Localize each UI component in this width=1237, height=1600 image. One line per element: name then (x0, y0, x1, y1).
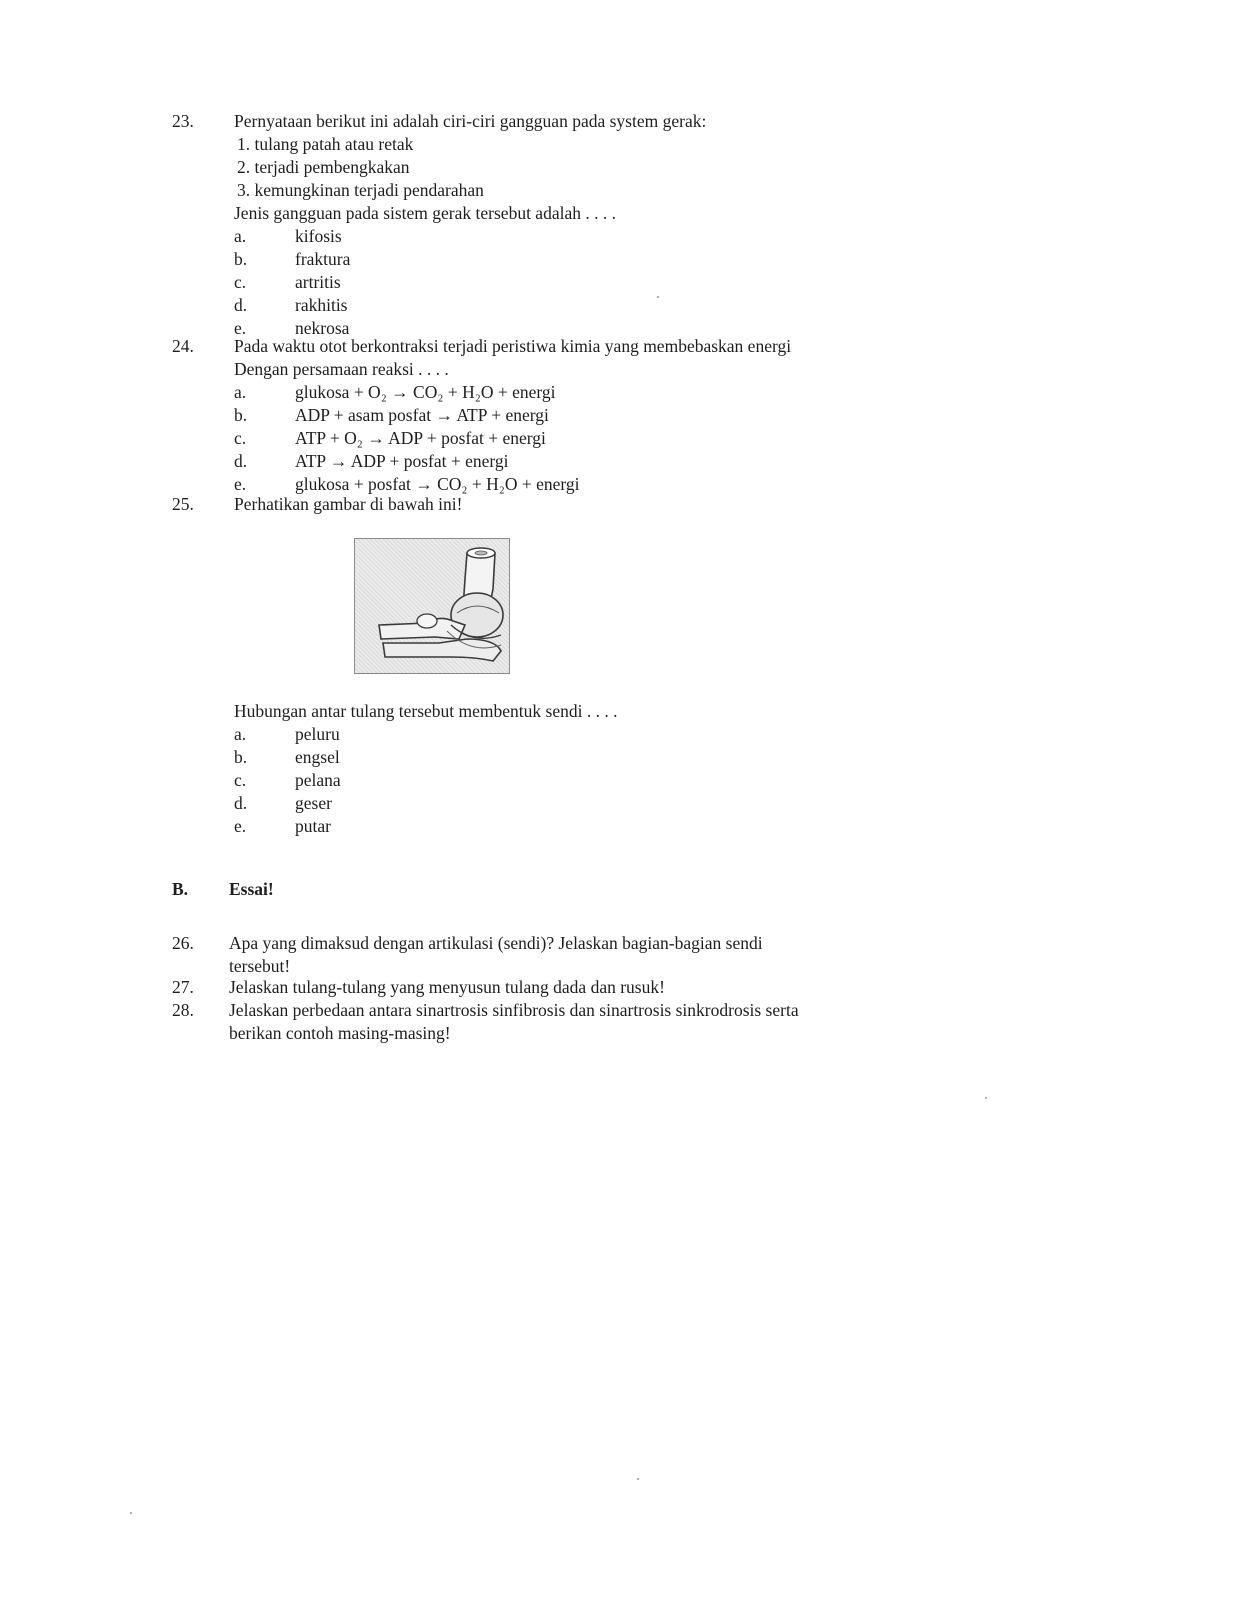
essay-line-2: berikan contoh masing-masing! (229, 1023, 451, 1043)
question-prompt: Pada waktu otot berkontraksi terjadi peristiwa kimia yang membebaskan energi (234, 336, 792, 356)
scan-speck (985, 1097, 987, 1099)
question-number: 25. (172, 494, 194, 514)
question-prompt: Perhatikan gambar di bawah ini! (234, 494, 463, 514)
option-e: e. glukosa + posfat → CO₂ + H₂O + energi (234, 474, 580, 494)
question-number: 24. (172, 336, 194, 356)
question-number: 23. (172, 111, 194, 131)
option-c: c. ATP + O₂ → ADP + posfat + energi (234, 428, 546, 448)
statement-3: 3. kemungkinan terjadi pendarahan (237, 180, 484, 200)
option-e: e. nekrosa (234, 318, 350, 338)
option-a: a. kifosis (234, 226, 342, 246)
question-text: Jenis gangguan pada sistem gerak tersebut adalah . . . . (234, 203, 616, 223)
scan-speck (130, 1512, 132, 1514)
essay-line-1: Apa yang dimaksud dengan artikulasi (sendi)? Jelaskan bagian-bagian sendi (229, 933, 763, 953)
option-c: c. pelana (234, 770, 341, 790)
option-c: c. artritis (234, 272, 341, 292)
statement-1: 1. tulang patah atau retak (237, 134, 414, 154)
question-number: 28. (172, 1000, 194, 1020)
option-b: b. ADP + asam posfat → ATP + energi (234, 405, 549, 425)
essay-line-1: Jelaskan tulang-tulang yang menyusun tulang dada dan rusuk! (229, 977, 665, 997)
section-title: Essai! (229, 879, 274, 899)
question-25 (172, 493, 912, 838)
question-23 (172, 110, 912, 340)
question-prompt: Pernyataan berikut ini adalah ciri-ciri gangguan pada system gerak: (234, 111, 707, 131)
section-heading (172, 878, 274, 901)
option-e: e. putar (234, 816, 331, 836)
question-number: 27. (172, 977, 194, 997)
question-text: Dengan persamaan reaksi . . . . (234, 359, 449, 379)
elbow-joint-illustration (355, 539, 509, 673)
essay-question-27 (172, 976, 912, 999)
option-a: a. peluru (234, 724, 340, 744)
essay-question-28 (172, 999, 912, 1045)
question-24 (172, 335, 912, 496)
essay-line-2: tersebut! (229, 956, 291, 976)
question-number: 26. (172, 933, 194, 953)
essay-question-26 (172, 932, 912, 978)
elbow-joint-figure (354, 538, 510, 674)
section-letter: B. (172, 879, 189, 899)
option-b: b. fraktura (234, 249, 351, 269)
option-d: d. geser (234, 793, 332, 813)
question-text: Hubungan antar tulang tersebut membentuk sendi . . . . (234, 701, 618, 721)
scan-speck (657, 296, 659, 298)
essay-line-1: Jelaskan perbedaan antara sinartrosis sinfibrosis dan sinartrosis sinkrodrosis serta (229, 1000, 799, 1020)
option-b: b. engsel (234, 747, 340, 767)
option-d: d. ATP → ADP + posfat + energi (234, 451, 509, 471)
statement-2: 2. terjadi pembengkakan (237, 157, 410, 177)
option-a: a. glukosa + O₂ → CO₂ + H₂O + energi (234, 382, 556, 402)
scan-speck (637, 1478, 639, 1480)
option-d: d. rakhitis (234, 295, 348, 315)
